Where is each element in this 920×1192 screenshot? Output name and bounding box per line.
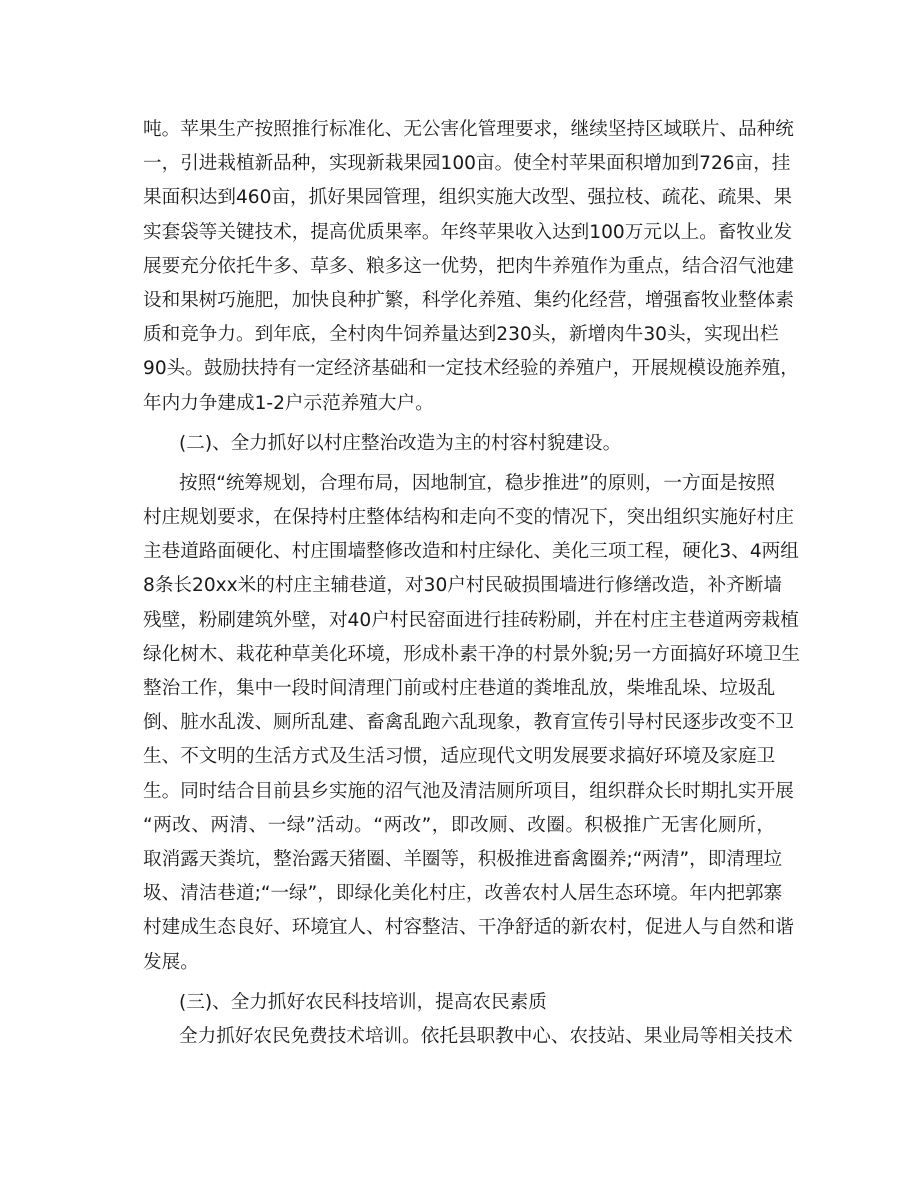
text-line: 果面积达到460亩，抓好果园管理，组织实施大改型、强拉枝、疏花、疏果、果 [143, 187, 793, 209]
text-line: 倒、脏水乱泼、厕所乱建、畜禽乱跑六乱现象，教育宣传引导村民逐步改变不卫 [143, 712, 794, 734]
text-line: 残壁，粉刷建筑外壁，对40户村民窑面进行挂砖粉刷，并在村庄主巷道两旁栽植 [143, 609, 799, 631]
text-line: 发展。 [143, 951, 199, 973]
document-body [143, 113, 801, 1054]
text-line: 实套袋等关键技术，提高优质果率。年终苹果收入达到100万元以上。畜牧业发 [143, 221, 793, 243]
section-heading-2 [143, 427, 775, 461]
text-line: 质和竞争力。到年底，全村肉牛饲养量达到230头，新增肉牛30头，实现出栏 [143, 324, 779, 346]
text-line: 8条长20xx米的村庄主辅巷道，对30户村民破损围墙进行修缮改造，补齐断墙 [143, 575, 782, 597]
text-line: 圾、清洁巷道;“一绿”，即绿化美化村庄，改善农村人居生态环境。年内把郭寨 [143, 883, 783, 905]
text-line: 村建成生态良好、环境宜人、村容整洁、干净舒适的新农村，促进人与自然和谐 [143, 917, 794, 939]
text-line: 全力抓好农民免费技术培训。依托县职教中心、农技站、果业局等相关技术 [179, 1025, 793, 1047]
text-line: 生。同时结合目前县乡实施的沼气池及清洁厕所项目，组织群众长时期扎实开展 [143, 780, 794, 802]
text-line: 取消露天粪坑，整治露天猪圈、羊圈等，积极推进畜禽圈养;“两清”，即清理垃 [143, 848, 783, 870]
text-line: 吨。苹果生产按照推行标准化、无公害化管理要求，继续坚持区域联片、品种统 [143, 119, 794, 140]
text-line: 村庄规划要求，在保持村庄整体结构和走向不变的情况下，突出组织实施好村庄 [143, 507, 794, 529]
text-line: 按照“统筹规划，合理布局，因地制宜，稳步推进”的原则，一方面是按照 [179, 472, 775, 494]
section-heading: (三)、全力抓好农民科技培训，提高农民素质 [179, 991, 547, 1013]
text-line: 生、不文明的生活方式及生活习惯，适应现代文明发展要求搞好环境及家庭卫 [143, 746, 776, 768]
text-line: 主巷道路面硬化、村庄围墙整修改造和村庄绿化、美化三项工程，硬化3、4两组 [143, 541, 799, 563]
text-line: 一，引进栽植新品种，实现新栽果园100亩。使全村苹果面积增加到726亩，挂 [143, 153, 791, 175]
paragraph-farmer-training [143, 1020, 793, 1054]
paragraph-apple-livestock [143, 113, 799, 421]
paragraph-village-renovation [143, 467, 801, 980]
section-heading-3 [143, 986, 775, 1020]
text-line: 整治工作，集中一段时间清理门前或村庄巷道的粪堆乱放，柴堆乱垛、垃圾乱 [143, 678, 776, 699]
text-line: “两改、两清、一绿”活动。“两改”，即改厕、改圈。积极推广无害化厕所， [143, 814, 775, 836]
text-line: 年内力争建成1-2户示范养殖大户。 [143, 392, 434, 414]
section-heading: (二)、全力抓好以村庄整治改造为主的村容村貌建设。 [179, 432, 622, 454]
text-line: 展要充分依托牛多、草多、粮多这一优势，把肉牛养殖作为重点，结合沼气池建 [143, 255, 794, 277]
text-line: 设和果树巧施肥，加快良种扩繁，科学化养殖、集约化经营，增强畜牧业整体素 [143, 289, 794, 311]
text-line: 90头。鼓励扶持有一定经济基础和一定技术经验的养殖户，开展规模设施养殖， [143, 358, 799, 380]
text-line: 绿化树木、栽花种草美化环境，形成朴素干净的村景外貌;另一方面搞好环境卫生 [143, 643, 801, 665]
